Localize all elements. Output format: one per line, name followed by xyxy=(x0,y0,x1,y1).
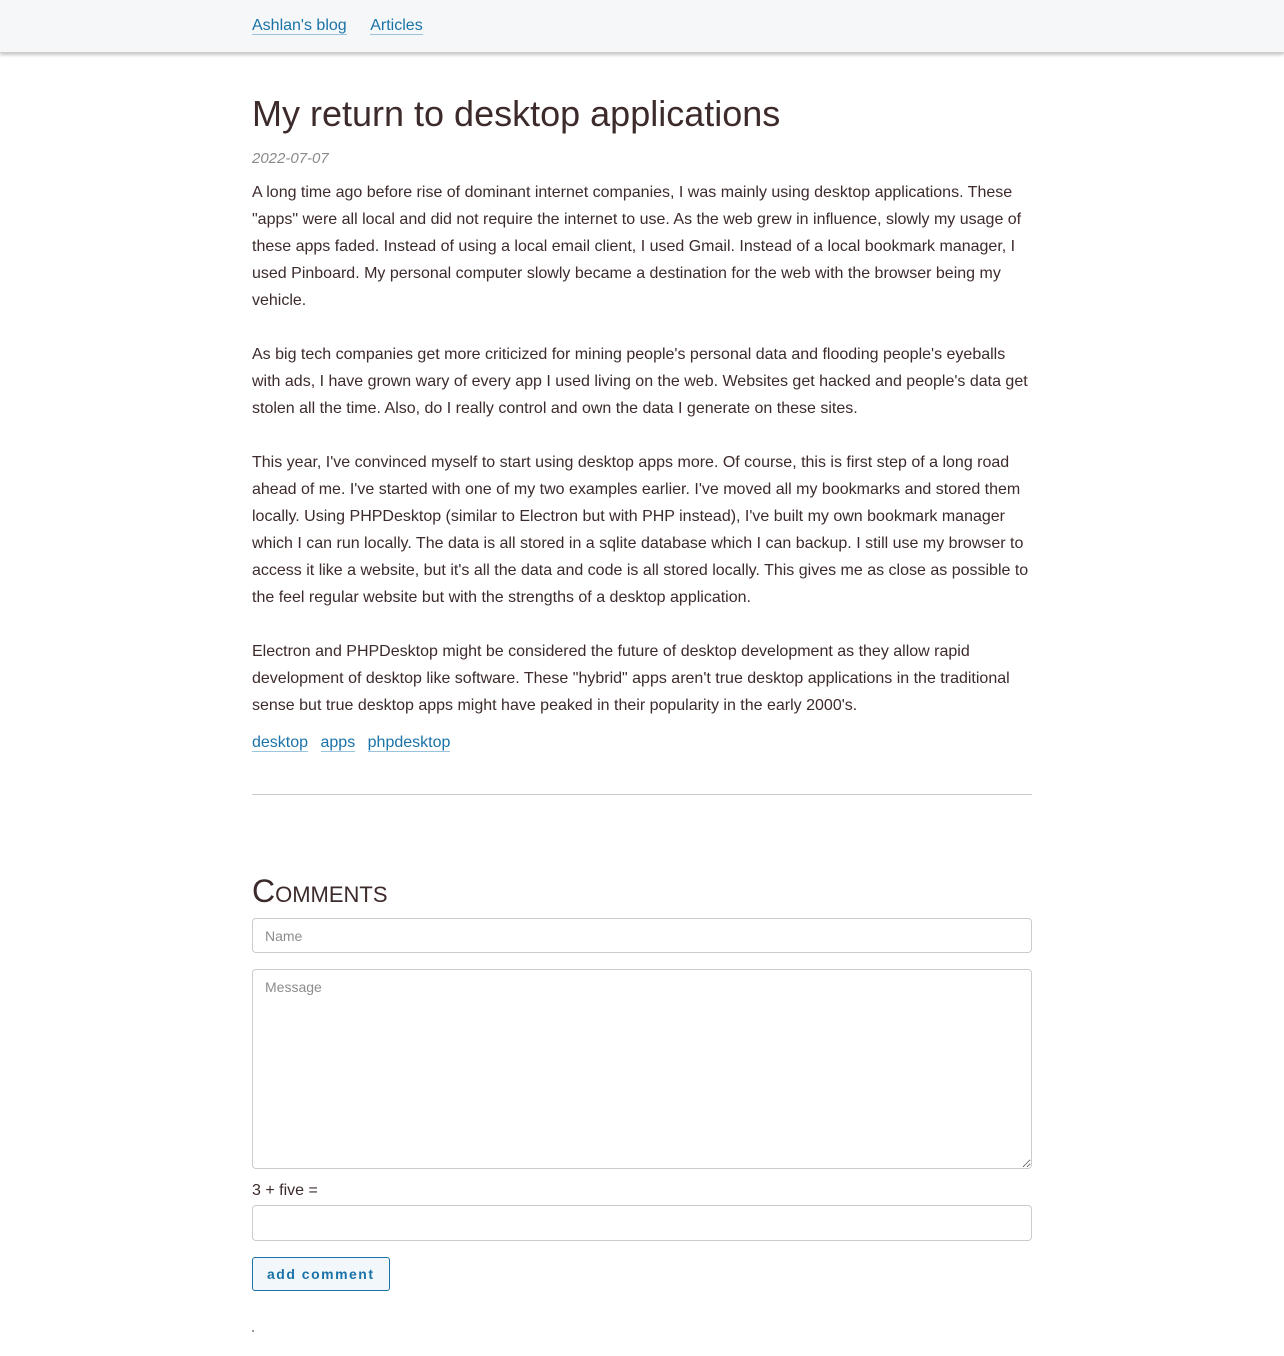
post-paragraph: Electron and PHPDesktop might be considered the future of desktop development as they allow rapid development of desktop like software. These "hybrid" apps aren't true desktop applications in the traditional sense but true desktop apps might have peaked in their popularity in the early 2000's. xyxy=(252,643,1010,714)
comment-form xyxy=(252,918,1032,1291)
post-tags xyxy=(252,733,1032,753)
section-divider xyxy=(252,794,1032,795)
top-navigation-bar xyxy=(0,0,1284,53)
main-content xyxy=(252,92,1032,1291)
post-title: My return to desktop applications xyxy=(252,93,781,134)
tag-link-apps[interactable]: apps xyxy=(320,734,356,751)
nav-link-articles[interactable]: Articles xyxy=(370,17,423,34)
nav-link-blog-home[interactable]: Ashlan's blog xyxy=(252,17,347,34)
comments-heading: Comments xyxy=(252,873,388,909)
post-body xyxy=(252,179,1032,719)
post-paragraph: A long time ago before rise of dominant internet companies, I was mainly using desktop applications. These "apps" were all local and did not require the internet to use. As the web grew in influence, slowly my usage of these apps faded. Instead of using a local email client, I used Gmail. Instead of a local bookmark manager, I used Pinboard. My personal computer slowly became a destination for the web with the browser being my vehicle. xyxy=(252,184,1022,309)
tag-link-desktop[interactable]: desktop xyxy=(252,734,309,751)
post-paragraph: This year, I've convinced myself to start using desktop apps more. Of course, this is first step of a long road ahead of me. I've started with one of my two examples earlier. I've moved all my bookmarks and stored them locally. Using PHPDesktop (similar to Electron but with PHP instead), I've built my own bookmark manager which I can run locally. The data is all stored in a sqlite database which I can backup. I still use my browser to access it like a website, but it's all the data and code is all stored locally. This gives me as close as possible to the feel regular website but with the strengths of a desktop application. xyxy=(252,454,1029,606)
captcha-input[interactable] xyxy=(252,1205,1032,1241)
captcha-label: 3 + five = xyxy=(252,1182,318,1199)
nav-links xyxy=(252,16,443,36)
footer-dot xyxy=(252,1330,254,1332)
post-date: 2022-07-07 xyxy=(252,150,329,167)
name-input[interactable] xyxy=(252,918,1032,953)
tag-link-phpdesktop[interactable]: phpdesktop xyxy=(367,734,451,751)
message-textarea[interactable] xyxy=(252,969,1032,1169)
add-comment-button[interactable]: add comment xyxy=(252,1257,390,1291)
post-paragraph: As big tech companies get more criticized for mining people's personal data and flooding people's eyeballs with ads, I have grown wary of every app I used living on the web. Websites get hacked and people's data get stolen all the time. Also, do I really control and own the data I generate on these sites. xyxy=(252,346,1028,417)
